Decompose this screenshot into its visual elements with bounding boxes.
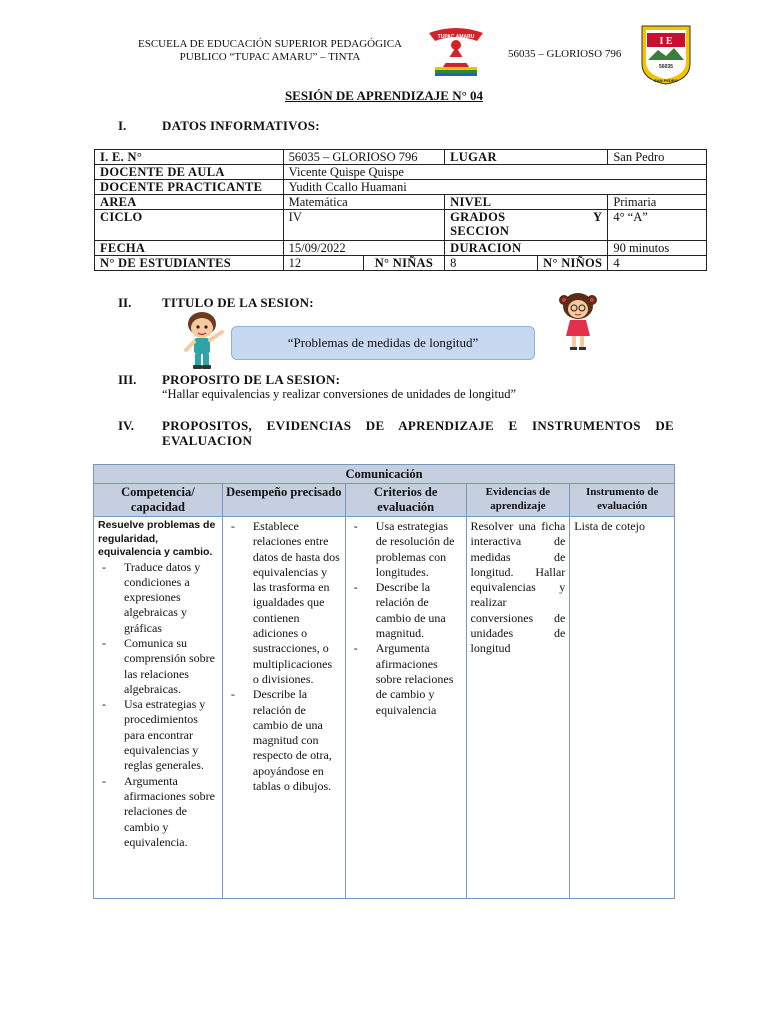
table-row	[94, 517, 675, 899]
session-purpose: “Hallar equivalencias y realizar conversiones de unidades de longitud”	[162, 387, 517, 401]
ciclo-label: CICLO	[95, 210, 284, 241]
docente-label: DOCENTE DE AULA	[95, 165, 284, 180]
competencia-title: Resuelve problemas de regularidad, equivalencia y cambio.	[98, 519, 216, 558]
ie-label: I. E. N°	[95, 150, 284, 165]
evidencias-cell: Resolver una ficha interactiva de medidas de longitud. Hallar equivalencias y realizar conversiones de unidades de longitud	[466, 517, 570, 899]
ciclo-value: IV	[283, 210, 444, 241]
logo2-text-top: I E	[659, 36, 673, 47]
list-item: - Describe la relación de cambio de una magnitud con respecto de otra, apoyándose en tablas o dibujos.	[227, 687, 341, 794]
section-4-number: IV.	[118, 418, 135, 433]
section-2-number: II.	[118, 295, 132, 310]
ninas-value: 8	[445, 256, 538, 271]
table-row	[94, 484, 675, 517]
lugar-label: LUGAR	[445, 150, 608, 165]
area-label: AREA	[95, 195, 284, 210]
session-heading: SESIÓN DE APRENDIZAJE N° 04	[284, 88, 484, 103]
lugar-value: San Pedro	[608, 150, 707, 165]
competencia-cell	[94, 517, 223, 899]
column-header: Competencia/ capacidad	[94, 484, 223, 517]
fecha-value: 15/09/2022	[283, 241, 444, 256]
school-code: 56035 – GLORIOSO 796	[508, 48, 622, 60]
ninos-value: 4	[608, 256, 707, 271]
duracion-value: 90 minutos	[608, 241, 707, 256]
desempenos-list	[227, 519, 341, 794]
table-row	[95, 210, 707, 241]
area-header: Comunicación	[94, 465, 675, 484]
section-3-title: PROPOSITO DE LA SESION:	[162, 372, 341, 387]
evaluation-table	[93, 464, 675, 899]
section-4-title-line1: PROPOSITOS, EVIDENCIAS DE APRENDIZAJE E INSTRUMENTOS DE	[162, 418, 674, 433]
duracion-label: DURACION	[445, 241, 608, 256]
fecha-label: FECHA	[95, 241, 284, 256]
ninas-label: N° NIÑAS	[363, 256, 444, 271]
column-header: Evidencias de aprendizaje	[466, 484, 570, 517]
table-row	[95, 241, 707, 256]
school-name-line2: PUBLICO “TUPAC AMARU” – TINTA	[179, 51, 361, 63]
logo2-text-mid: 56035	[659, 64, 673, 70]
practicante-label: DOCENTE PRACTICANTE	[95, 180, 284, 195]
list-item: - Usa estrategias y procedimientos para encontrar equivalencias y reglas generales.	[98, 697, 218, 773]
section-1-number: I.	[118, 118, 127, 133]
nivel-label: NIVEL	[445, 195, 608, 210]
school-name-line1: ESCUELA DE EDUCACIÓN SUPERIOR PEDAGÓGICA	[137, 38, 402, 50]
area-value: Matemática	[283, 195, 444, 210]
section-3-number: III.	[118, 372, 137, 387]
section-4-title-line2: EVALUACION	[162, 433, 253, 448]
practicante-value: Yudith Ccallo Huamani	[283, 180, 706, 195]
list-item: - Establece relaciones entre datos de hasta dos equivalencias y las trasforma en igualdades que contienen adiciones o sustracciones, o multiplicaciones o divisiones.	[227, 519, 341, 687]
instrumento-cell: Lista de cotejo	[570, 517, 675, 899]
info-table	[94, 149, 707, 271]
estudiantes-value: 12	[283, 256, 363, 271]
list-item: - Argumenta afirmaciones sobre relaciones de cambio y equivalencia	[350, 641, 462, 717]
table-row	[95, 195, 707, 210]
grados-label-a: GRADOS	[450, 210, 506, 224]
grados-label	[445, 210, 608, 241]
ie-value: 56035 – GLORIOSO 796	[283, 150, 444, 165]
boy-cartoon-illustration	[178, 308, 230, 370]
docente-value: Vicente Quispe Quispe	[283, 165, 706, 180]
list-item: - Comunica su comprensión sobre las relaciones algebraicas.	[98, 636, 218, 697]
school-shield-logo	[640, 24, 692, 86]
ninos-label: N° NIÑOS	[538, 256, 608, 271]
table-row	[95, 150, 707, 165]
logo1-text: TUPAC AMARU	[437, 34, 475, 40]
list-item: - Describe la relación de cambio de una magnitud.	[350, 580, 462, 641]
tupac-amaru-logo	[425, 25, 487, 77]
school-name	[120, 38, 420, 64]
column-header: Desempeño precisado	[222, 484, 345, 517]
list-item: - Argumenta afirmaciones sobre relaciones de cambio y equivalencia.	[98, 774, 218, 850]
grados-label-y: Y	[592, 210, 603, 224]
section-2-title: TITULO DE LA SESION:	[162, 295, 314, 310]
column-header: Criterios de evaluación	[345, 484, 466, 517]
grados-value: 4° “A”	[608, 210, 707, 241]
session-title-box: “Problemas de medidas de longitud”	[231, 326, 535, 360]
table-row	[95, 256, 707, 271]
desempeno-cell	[222, 517, 345, 899]
nivel-value: Primaria	[608, 195, 707, 210]
capacidades-list	[98, 560, 218, 851]
estudiantes-label: N° DE ESTUDIANTES	[95, 256, 284, 271]
logo2-text-bottom: SAN PEDRO	[654, 78, 678, 83]
criterios-cell	[345, 517, 466, 899]
table-row	[94, 465, 675, 484]
section-1-title: DATOS INFORMATIVOS:	[162, 118, 320, 133]
table-row	[95, 180, 707, 195]
list-item: - Usa estrategias de resolución de problemas con longitudes.	[350, 519, 462, 580]
column-header: Instrumento de evaluación	[570, 484, 675, 517]
criterios-list	[350, 519, 462, 718]
girl-cartoon-illustration	[556, 290, 600, 352]
table-row	[95, 165, 707, 180]
grados-label-b: SECCION	[450, 224, 510, 238]
list-item: - Traduce datos y condiciones a expresiones algebraicas y gráficas	[98, 560, 218, 636]
